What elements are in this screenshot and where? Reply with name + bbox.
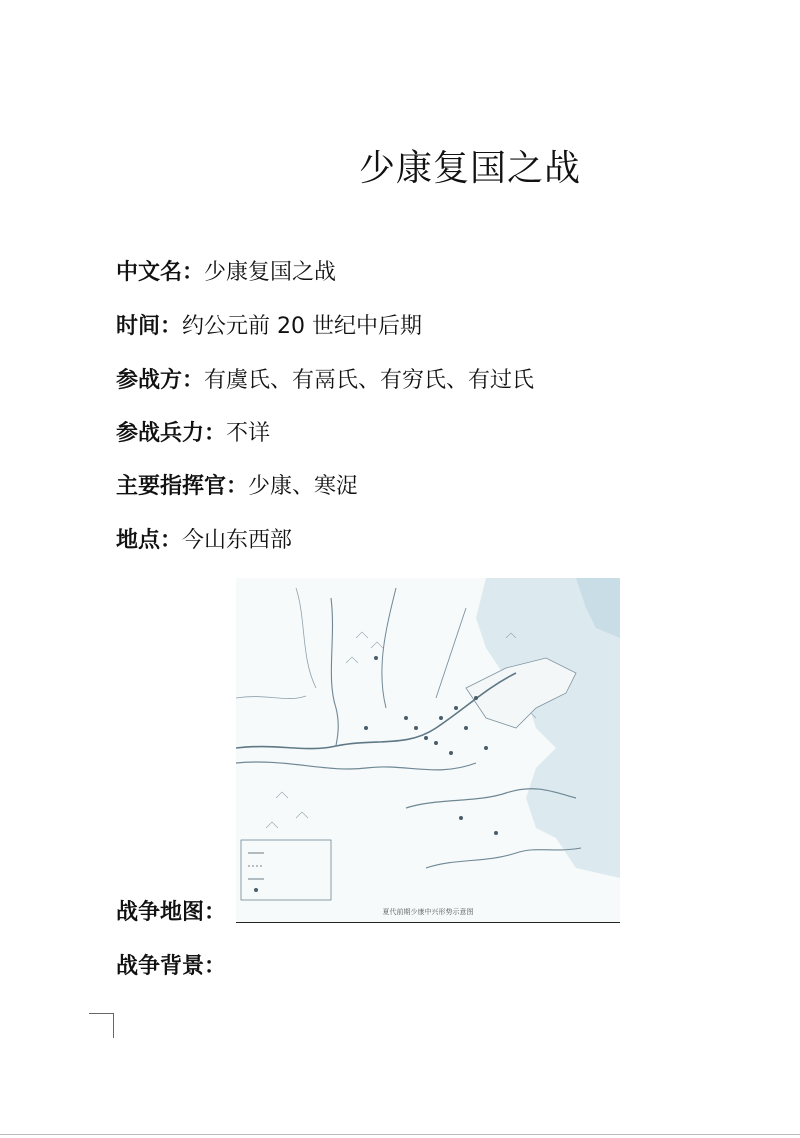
field-belligerents — [116, 366, 534, 396]
map-graphic — [236, 578, 620, 922]
field-value: 今山东西部 — [182, 528, 293, 553]
field-strength — [116, 419, 270, 449]
field-value: 少康复国之战 — [204, 260, 337, 285]
war-map-label: 战争地图： — [116, 900, 227, 925]
background-label: 战争背景： — [116, 954, 227, 979]
field-time — [116, 312, 422, 342]
field-background — [116, 952, 226, 982]
field-label: 主要指挥官： — [116, 474, 249, 499]
field-commanders — [116, 472, 358, 502]
field-location — [116, 526, 292, 556]
field-label: 中文名： — [116, 260, 205, 285]
page-bottom-edge — [0, 1134, 800, 1135]
field-value: 不详 — [226, 421, 271, 446]
field-value: 有虞氏、有鬲氏、有穷氏、有过氏 — [204, 368, 535, 393]
war-map-image — [236, 578, 620, 923]
field-value: 少康、寒浞 — [248, 474, 359, 499]
map-caption: 夏代前期少康中兴形势示意图 — [382, 908, 474, 916]
field-label: 时间： — [116, 314, 183, 339]
field-value: 约公元前 20 世纪中后期 — [182, 314, 422, 339]
field-chinese-name — [116, 258, 336, 288]
field-war-map — [116, 898, 226, 928]
field-label: 参战方： — [116, 368, 205, 393]
field-label: 地点： — [116, 528, 183, 553]
page-title: 少康复国之战 — [358, 148, 581, 189]
margin-corner-mark — [89, 1013, 114, 1038]
field-label: 参战兵力： — [116, 421, 227, 446]
